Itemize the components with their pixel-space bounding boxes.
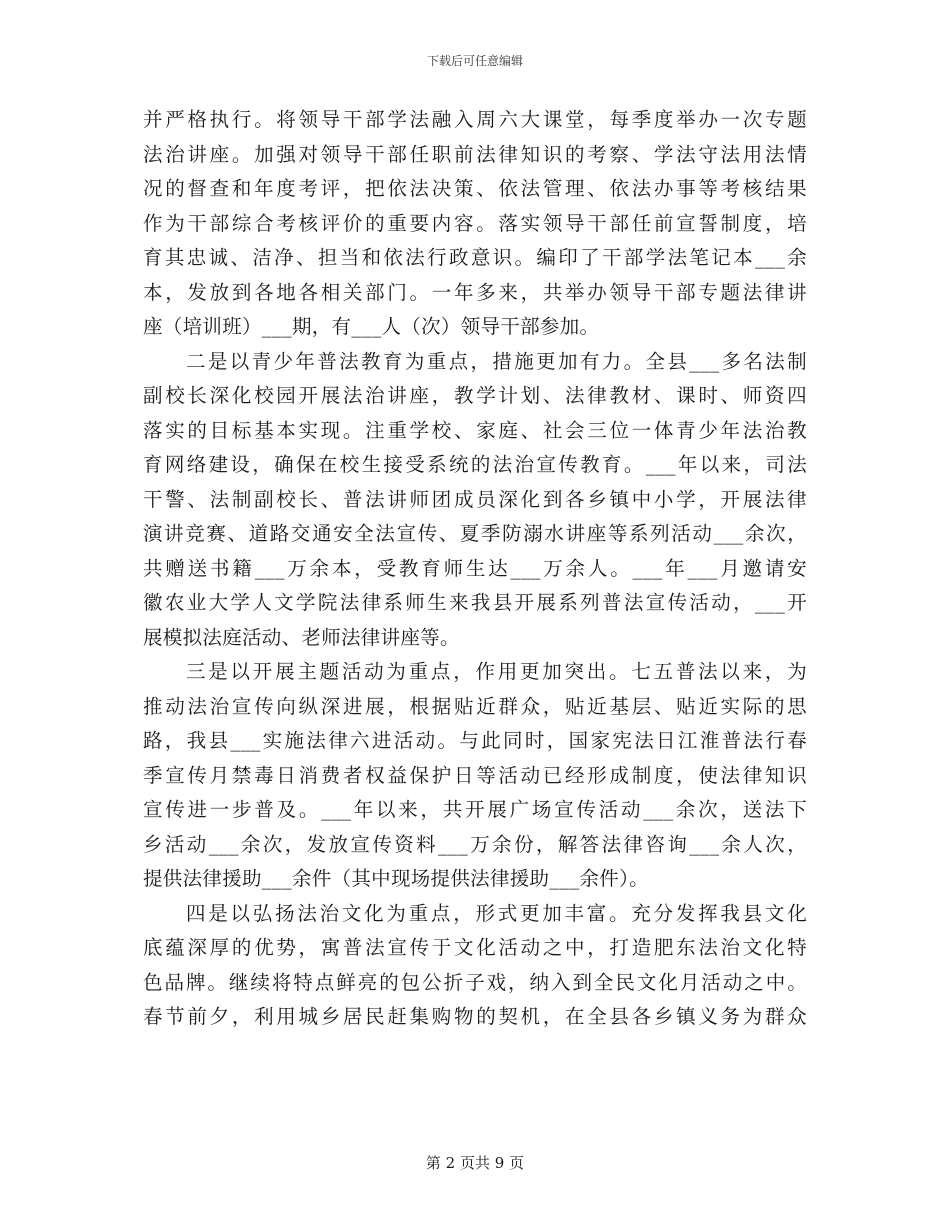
text-line: 提供法律援助___余件（其中现场提供法律援助___余件）。 (143, 867, 649, 890)
paragraph-first-line: 二是以青少年普法教育为重点，措施更加有力。全县___多名法制 (186, 349, 807, 373)
text-line: 落实的目标基本实现。注重学校、家庭、社会三位一体青少年法治教 (143, 418, 807, 442)
body-text (143, 103, 807, 1035)
text-line: 育网络建设，确保在校生接受系统的法治宣传教育。___年以来，司法 (143, 453, 807, 476)
text-line: 推动法治宣传向纵深进展，根据贴近群众，贴近基层、贴近实际的思 (143, 694, 807, 718)
text-line: 季宣传月禁毒日消费者权益保护日等活动已经形成制度，使法律知识 (143, 763, 807, 787)
paragraph-first-line: 四是以弘扬法治文化为重点，形式更加丰富。充分发挥我县文化 (186, 901, 807, 925)
text-line: 副校长深化校园开展法治讲座，教学计划、法律教材、课时、师资四 (143, 384, 807, 407)
text-line: 共赠送书籍___万余本，受教育师生达___万余人。___年___月邀请安 (143, 556, 807, 580)
text-line: 作为干部综合考核评价的重要内容。落实领导干部任前宣誓制度，培 (143, 211, 807, 235)
text-line: 底蕴深厚的优势，寓普法宣传于文化活动之中，打造肥东法治文化特 (143, 936, 807, 959)
text-line: 路，我县___实施法律六进活动。与此同时，国家宪法日江淮普法行春 (143, 729, 807, 752)
text-line: 徽农业大学人文学院法律系师生来我县开展系列普法宣传活动，___开 (143, 591, 807, 614)
text-line: 并严格执行。将领导干部学法融入周六大课堂，每季度举办一次专题 (143, 108, 807, 131)
page-footer: 第 2 页共 9 页 (425, 1154, 525, 1172)
text-line: 干警、法制副校长、普法讲师团成员深化到各乡镇中小学，开展法律 (143, 487, 807, 511)
text-line: 况的督查和年度考评，把依法决策、依法管理、依法办事等考核结果 (143, 177, 807, 200)
text-line: 展模拟法庭活动、老师法律讲座等。 (143, 625, 460, 649)
text-line: 育其忠诚、洁净、担当和依法行政意识。编印了干部学法笔记本___余 (143, 246, 807, 269)
text-line: 乡活动___余次，发放宣传资料___万余份，解答法律咨询___余人次， (143, 832, 807, 856)
text-line: 色品牌。继续将特点鲜亮的包公折子戏，纳入到全民文化月活动之中。 (143, 970, 807, 994)
page-header: 下载后可任意编辑 (426, 54, 523, 68)
text-line: 宣传进一步普及。___年以来，共开展广场宣传活动___余次，送法下 (143, 798, 807, 821)
paragraph-first-line: 三是以开展主题活动为重点，作用更加突出。七五普法以来，为 (186, 660, 807, 683)
text-line: 法治讲座。加强对领导干部任职前法律知识的考察、学法守法用法情 (143, 142, 807, 166)
text-line: 座（培训班）___期，有___人（次）领导干部参加。 (143, 315, 600, 338)
text-line: 演讲竞赛、道路交通安全法宣传、夏季防溺水讲座等系列活动___余次， (143, 522, 807, 545)
text-line: 本，发放到各地各相关部门。一年多来，共举办领导干部专题法律讲 (143, 280, 807, 304)
text-line: 春节前夕，利用城乡居民赶集购物的契机，在全县各乡镇义务为群众 (143, 1005, 807, 1028)
